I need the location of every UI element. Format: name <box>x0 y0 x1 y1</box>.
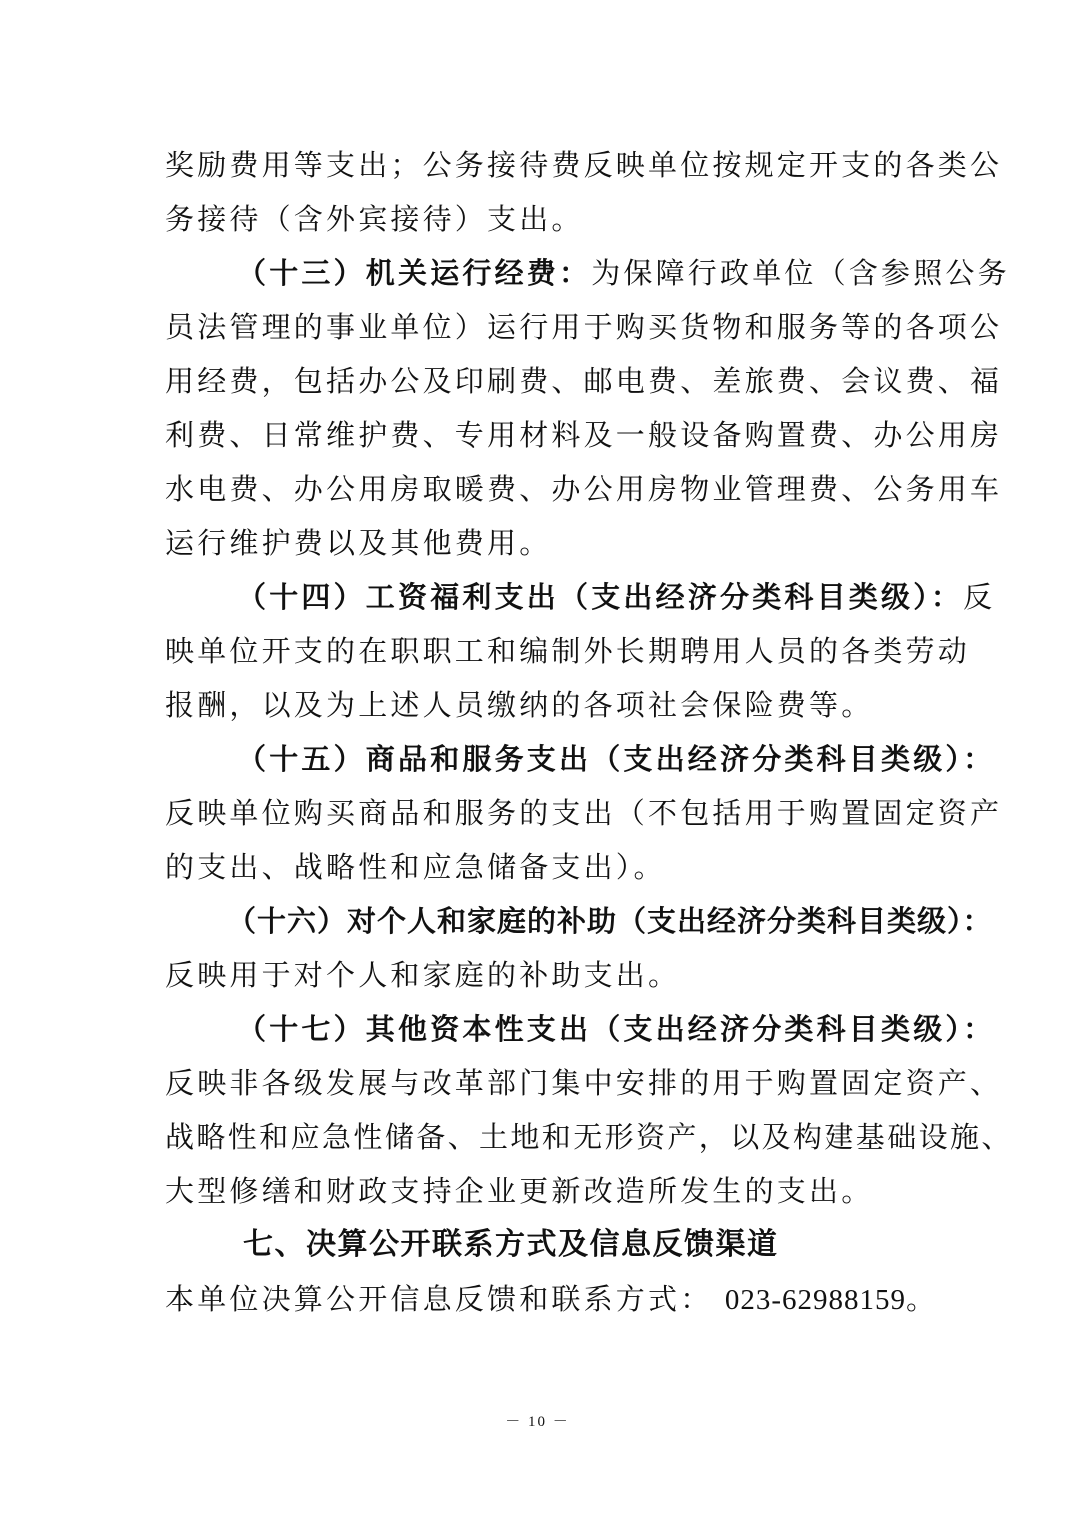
item-title: （十七）其他资本性支出（支出经济分类科目类级）： <box>237 1012 996 1046</box>
item-title: （十四）工资福利支出（支出经济分类科目类级）： <box>237 580 964 614</box>
paragraph-item-14 <box>165 570 996 732</box>
text-line: 水电费、办公用房取暖费、办公用房物业管理费、公务用车 <box>165 472 1003 506</box>
text-line: 反映非各级发展与改革部门集中安排的用于购置固定资产、 <box>165 1066 1003 1100</box>
contact-phone: 023-62988159。 <box>724 1284 936 1316</box>
text-line: 映单位开支的在职职工和编制外长期聘用人员的各类劳动 <box>165 634 971 668</box>
text-line: 奖励费用等支出；公务接待费反映单位按规定开支的各类公 <box>165 148 1003 182</box>
text-line: 运行维护费以及其他费用。 <box>165 526 552 560</box>
contact-label: 本单位决算公开信息反馈和联系方式： <box>165 1282 713 1316</box>
text-line: 的支出、战略性和应急储备支出）。 <box>165 850 666 884</box>
item-title: （十三）机关运行经费： <box>237 256 592 290</box>
text-line: 反映用于对个人和家庭的补助支出。 <box>165 958 681 992</box>
section-7 <box>165 1218 936 1326</box>
page-number: － 10 － <box>505 1414 570 1430</box>
section-heading: 七、决算公开联系方式及信息反馈渠道 <box>243 1227 779 1262</box>
paragraph-item-13 <box>165 246 1010 570</box>
paragraph-item-15 <box>165 732 1003 894</box>
text-line: 战略性和应急性储备、土地和无形资产，以及构建基础设施、 <box>165 1120 1013 1154</box>
text-line: 员法管理的事业单位）运行用于购买货物和服务等的各项公 <box>165 310 1003 344</box>
text-line: 用经费，包括办公及印刷费、邮电费、差旅费、会议费、福 <box>165 364 1003 398</box>
item-text: 反 <box>963 580 996 614</box>
text-line: 务接待（含外宾接待）支出。 <box>165 202 584 236</box>
paragraph-item-17 <box>165 1002 1013 1218</box>
item-text: 为保障行政单位（含参照公务 <box>591 256 1010 290</box>
text-line: 大型修缮和财政支持企业更新改造所发生的支出。 <box>165 1174 874 1208</box>
item-title: （十六）对个人和家庭的补助（支出经济分类科目类级）： <box>227 904 993 938</box>
text-line: 报酬，以及为上述人员缴纳的各项社会保险费等。 <box>165 688 874 722</box>
document-body <box>165 138 1013 1326</box>
paragraph-item-16 <box>165 894 993 1002</box>
paragraph-continuation <box>165 138 1003 246</box>
contact-line <box>165 1272 936 1326</box>
text-line: 反映单位购买商品和服务的支出（不包括用于购置固定资产 <box>165 796 1003 830</box>
text-line: 利费、日常维护费、专用材料及一般设备购置费、办公用房 <box>165 418 1003 452</box>
item-title: （十五）商品和服务支出（支出经济分类科目类级）： <box>237 742 996 776</box>
